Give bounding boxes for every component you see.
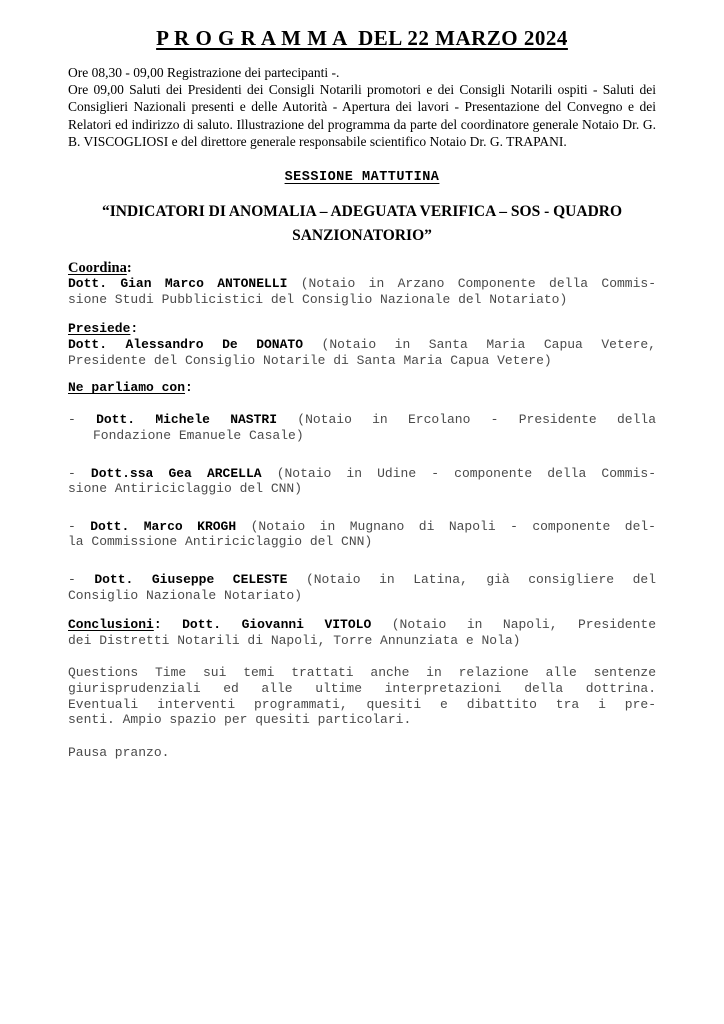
conclusioni-role-part2: dei Distretti Notarili di Napoli, Torre Annunziata e Nola) [68,632,521,648]
intro-registration-line: Ore 08,30 - 09,00 Registrazione dei partecipanti -. [68,65,340,80]
questions-paragraph [68,665,656,727]
speaker-item [68,466,656,497]
conclusioni-line1 [68,617,656,633]
speaker-item [68,519,656,550]
main-title-line2: SANZIONATORIO” [292,227,432,245]
session-header: SESSIONE MATTUTINA [284,170,440,186]
questions-line4: senti. Ampio spazio per quesiti particolari. [68,712,412,728]
speaker-role-part2: sione Antiriciclaggio del CNN) [68,481,303,497]
speaker-item [68,572,656,603]
speaker-item [68,412,656,443]
dash-bullet: - [68,465,91,481]
conclusioni-line2 [68,633,656,649]
speaker-line2 [68,481,656,497]
speaker-role-part2: Consiglio Nazionale Notariato) [68,587,303,603]
closing-line: Pausa pranzo. [68,744,170,760]
coordina-role-part1: (Notaio in Arzano Componente della Commis- [300,276,657,292]
speaker-line1 [68,412,656,428]
speaker-line1 [68,519,656,535]
speaker-role-part2: Fondazione Emanuele Casale) [93,427,304,443]
speaker-role-part1: (Notaio in Ercolano - Presidente della [297,412,656,428]
coordina-line2 [68,292,656,308]
speaker-name: Dott. Giuseppe CELESTE [94,571,306,587]
questions-line3: Eventuali interventi programmati, quesiti e dibattito tra i pre- [68,696,656,712]
dash-bullet: - [68,571,95,587]
speaker-line2 [68,534,656,550]
speaker-name: Dott. Marco KROGH [90,518,251,534]
speaker-line1 [68,572,656,588]
presiede-name: Dott. Alessandro De DONATO [68,337,322,353]
questions-line1: Questions Time sui temi trattati anche in relazione alle sentenze [68,665,656,681]
coordina-header-colon: : [126,260,132,277]
speaker-name: Dott. Michele NASTRI [96,412,298,428]
coordina-header [68,260,656,276]
presiede-header [68,321,656,337]
conclusioni-role-part1: (Notaio in Napoli, Presidente [391,617,656,633]
document-title: P R O G R A M M A DEL 22 MARZO 2024 [156,26,568,50]
conclusioni-name: : Dott. Giovanni VITOLO [153,617,392,633]
coordina-name: Dott. Gian Marco ANTONELLI [68,276,301,292]
dash-bullet: - [68,518,91,534]
main-title-line1: “INDICATORI DI ANOMALIA – ADEGUATA VERIFICA – SOS - QUADRO [101,203,623,221]
speaker-line2 [68,428,656,444]
speaker-role-part1: (Notaio in Mugnano di Napoli - componente del- [250,518,656,534]
speaker-line1 [68,466,656,482]
panel-header-colon: : [185,380,193,396]
speaker-role-part1: (Notaio in Udine - componente della Commis- [276,465,656,481]
presiede-header-colon: : [130,321,139,337]
conclusioni-header-label: Conclusioni [68,617,154,633]
coordina-header-label: Coordina [68,260,127,277]
presiede-role-part1: (Notaio in Santa Maria Capua Vetere, [321,337,656,353]
presiede-section [68,321,656,368]
coordina-role-part2: sione Studi Pubblicistici del Consiglio Nazionale del Notariato) [68,291,568,307]
speaker-name: Dott.ssa Gea ARCELLA [90,465,277,481]
coordina-section [68,260,656,307]
speaker-line2 [68,588,656,604]
panel-header [68,380,656,396]
speaker-role-part2: la Commissione Antiriciclaggio del CNN) [68,534,373,550]
panel-header-label: Ne parliamo con [68,380,186,396]
main-title [68,200,656,248]
presiede-line1 [68,337,656,353]
intro-paragraph: Ore 09,00 Saluti dei Presidenti dei Consigli Notarili promotori e dei Consigli Notarili ospiti - Saluti dei Consiglieri Nazionali presenti e delle Autorità - Apertura dei lavori - Presentazione del Convegno e dei Relatori ed indirizzo di saluto. Illustrazione del programma da parte del coordinatore generale Notaio Dr. G. B. VISCOGLIOSI e del direttore generale responsabile scientifico Notaio Dr. G. TRAPANI. [68,82,656,149]
dash-bullet: - [68,412,97,428]
coordina-line1 [68,276,656,292]
speaker-role-part1: (Notaio in Latina, già consigliere del [305,571,656,587]
presiede-line2 [68,353,656,369]
panel-section [68,380,656,603]
presiede-role-part2: Presidente del Consiglio Notarile di Santa Maria Capua Vetere) [68,352,552,368]
session-header-row [68,167,656,185]
conclusioni-section [68,617,656,648]
presiede-header-label: Presiede [68,321,131,337]
questions-line2: giurisprudenziali ed alle ultime interpretazioni della dottrina. [68,680,656,696]
